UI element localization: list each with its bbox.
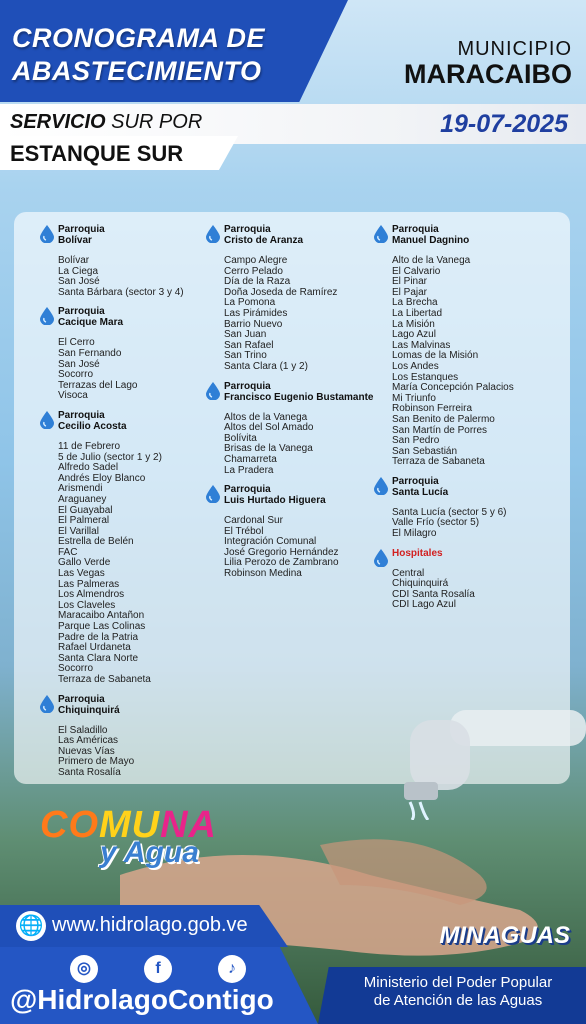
sector-item: Los Estanques [392, 371, 459, 383]
sector-item: El Palmeral [58, 515, 110, 527]
sector-item: María Concepción Palacios [392, 382, 514, 394]
parroquia-label: Parroquia [392, 224, 439, 235]
sector-item: Lilia Perozo de Zambrano [224, 557, 339, 569]
sector-item: San Sebastián [392, 445, 458, 457]
sector-item: Chamarreta [224, 453, 277, 465]
sector-item: 5 de Julio (sector 1 y 2) [58, 451, 162, 463]
sector-item: Maracaibo Antañon [58, 610, 145, 622]
sector-item: El Varillal [58, 525, 99, 537]
parroquia-section [206, 224, 376, 373]
sector-list [392, 508, 564, 540]
sector-item: La Brecha [392, 297, 438, 309]
sector-item: Chiquinquirá [392, 578, 449, 590]
parroquia-name: Cristo de Aranza [224, 235, 304, 246]
parroquia-name: Manuel Dagnino [392, 235, 470, 246]
sector-list [392, 256, 564, 468]
parroquia-section [40, 694, 200, 779]
sector-item: Arismendi [58, 483, 103, 495]
servicio-prefix: SERVICIO [10, 111, 106, 133]
sector-item: Terraza de Sabaneta [392, 456, 485, 468]
sector-item: Santa Bárbara (sector 3 y 4) [58, 286, 184, 298]
sector-item: El Trébol [224, 525, 264, 537]
schedule-date: 19-07-2025 [440, 110, 568, 138]
facebook-icon[interactable]: f [144, 955, 172, 983]
parroquia-name: Cacique Mara [58, 317, 124, 329]
sector-item: Altos del Sol Amado [224, 422, 314, 434]
sector-item: Los Almendros [58, 589, 125, 601]
parroquia-label: Parroquia [58, 693, 105, 705]
page-title [12, 22, 265, 88]
sector-item: Primero de Mayo [58, 756, 135, 768]
sector-item: El Milagro [392, 528, 437, 540]
water-drop-icon [374, 549, 388, 567]
sector-item: Alto de la Vanega [392, 255, 471, 266]
sector-item: Visoca [58, 390, 88, 402]
servicio-rest: SUR POR [111, 111, 203, 133]
sector-item: Araguaney [58, 493, 107, 505]
parroquia-label: Parroquia [58, 224, 105, 235]
sector-item: Brisas de la Vanega [224, 443, 313, 455]
sector-item: Santa Clara Norte [58, 652, 139, 664]
sector-item: Terraza de Sabaneta [58, 674, 151, 685]
sector-item: Estrella de Belén [58, 536, 134, 548]
sector-item: Parque Las Colinas [58, 621, 146, 633]
sector-list [392, 569, 564, 611]
sector-item: Gallo Verde [58, 557, 111, 569]
sector-item: Cardonal Sur [224, 515, 283, 527]
parroquia-section [40, 306, 200, 402]
sector-item: La Libertad [392, 307, 443, 319]
sector-item: Socorro [58, 663, 94, 675]
sector-item: 11 de Febrero [58, 440, 121, 452]
column-2 [206, 224, 376, 588]
water-drop-icon [40, 225, 54, 243]
parroquia-label: Parroquia [392, 475, 439, 487]
sector-item: San Pedro [392, 435, 440, 447]
sector-list [58, 338, 200, 402]
sector-item: Las Pirámides [224, 307, 288, 319]
sector-item: Integración Comunal [224, 536, 317, 548]
comuna-text: COMUNA [40, 804, 217, 846]
sector-item: CDI Lago Azul [392, 599, 456, 611]
sector-item: Valle Frío (sector 5) [392, 517, 480, 529]
sector-item: El Calvario [392, 265, 441, 277]
ministry-line-1: Ministerio del Poder Popular [363, 974, 553, 991]
parroquia-section [206, 381, 376, 477]
parroquia-name: Francisco Eugenio Bustamante [224, 391, 374, 403]
sector-item: Robinson Ferreira [392, 403, 473, 415]
servicio-text [10, 111, 202, 134]
sector-item: Andrés Eloy Blanco [58, 472, 146, 484]
municipio-block [404, 38, 572, 87]
faucet-image [390, 690, 586, 820]
comuna-y-agua-logo [40, 804, 217, 869]
parroquia-label: Parroquia [224, 380, 271, 392]
instagram-icon[interactable]: ◎ [70, 955, 98, 983]
water-drop-icon [40, 411, 54, 429]
title-line-1: CRONOGRAMA DE [12, 23, 265, 53]
municipio-name: MARACAIBO [404, 59, 572, 89]
sector-item: El Saladillo [58, 724, 108, 736]
website-link[interactable]: www.hidrolago.gob.ve [52, 914, 248, 936]
sector-item: San Trino [224, 350, 267, 362]
sector-item: FAC [58, 546, 78, 558]
water-drop-icon [206, 382, 220, 400]
sector-item: San José [58, 358, 100, 370]
sector-item: Nuevas Vías [58, 745, 115, 757]
water-drop-icon [40, 695, 54, 713]
parroquia-section [40, 224, 200, 298]
sector-item: CDI Santa Rosalía [392, 588, 475, 600]
column-1 [40, 224, 200, 787]
sector-item: Central [392, 567, 425, 579]
sector-item: San José [58, 276, 100, 288]
sector-list [58, 442, 200, 686]
sector-item: La Ciega [58, 265, 99, 277]
sector-list [58, 256, 200, 298]
sector-item: Altos de la Vanega [224, 411, 308, 423]
sector-list [58, 726, 200, 779]
tiktok-icon[interactable]: ♪ [218, 955, 246, 983]
sector-item: Día de la Raza [224, 276, 291, 288]
parroquia-label: Parroquia [58, 306, 105, 318]
sector-item: Las Américas [58, 735, 119, 747]
sector-item: Robinson Medina [224, 568, 302, 580]
sector-item: Lago Azul [392, 329, 436, 341]
sector-item: Santa Lucía (sector 5 y 6) [392, 506, 507, 518]
parroquia-section [206, 484, 376, 580]
sector-item: Terrazas del Lago [58, 379, 138, 391]
water-drop-icon [206, 485, 220, 503]
sector-item: La Misión [392, 318, 435, 330]
sector-item: La Pradera [224, 464, 274, 476]
parroquia-name: Santa Lucía [392, 486, 449, 498]
ministry-text [338, 974, 578, 1010]
agua-text: y Agua [100, 836, 199, 869]
sector-item: Los Claveles [58, 599, 116, 611]
sector-item: Doña Joseda de Ramírez [224, 286, 338, 298]
column-3 [374, 224, 564, 619]
parroquia-name: Bolívar [58, 235, 92, 246]
parroquia-label: Parroquia [224, 224, 271, 235]
sector-item: El Pajar [392, 286, 428, 298]
sector-list [224, 256, 376, 373]
sector-list [224, 413, 376, 477]
water-drop-icon [206, 225, 220, 243]
water-drop-icon [40, 307, 54, 325]
ministry-line-2: de Atención de las Aguas [373, 992, 543, 1009]
sector-item: El Cerro [58, 337, 95, 349]
sector-item: Campo Alegre [224, 255, 288, 266]
parroquia-name: Luis Hurtado Higuera [224, 495, 326, 507]
parroquia-section [374, 224, 564, 468]
sector-item: San Benito de Palermo [392, 413, 495, 425]
water-drop-icon [374, 477, 388, 495]
sector-item: José Gregorio Hernández [224, 546, 339, 558]
sector-item: Rafael Urdaneta [58, 642, 131, 654]
sector-item: El Guayabal [58, 504, 113, 516]
sector-item: Lomas de la Misión [392, 350, 479, 362]
sector-item: Bolívita [224, 432, 257, 444]
sector-item: La Pomona [224, 297, 276, 309]
municipio-label: MUNICIPIO [457, 38, 572, 60]
sector-item: San Juan [224, 329, 267, 341]
parroquia-section [374, 548, 564, 611]
water-drop-icon [374, 225, 388, 243]
sector-item: Santa Rosalía [58, 766, 121, 778]
estanque-label: ESTANQUE SUR [10, 141, 184, 166]
sector-item: Las Palmeras [58, 578, 120, 590]
minaguas-logo: MINAGUAS [439, 922, 570, 949]
parroquia-name: Chiquinquirá [58, 704, 120, 716]
sector-item: Padre de la Patria [58, 631, 139, 643]
sector-item: San Fernando [58, 347, 122, 359]
social-handle[interactable]: @HidrolagoContigo [10, 984, 274, 1015]
parroquia-name: Cecilio Acosta [58, 420, 127, 432]
sector-item: Santa Clara (1 y 2) [224, 360, 308, 372]
sector-item: Los Andes [392, 360, 439, 372]
sector-item: Mi Triunfo [392, 392, 436, 404]
sector-item: Bolívar [58, 255, 90, 266]
sector-item: San Rafael [224, 339, 274, 351]
title-line-2: ABASTECIMIENTO [12, 56, 262, 86]
sector-item: Socorro [58, 369, 94, 381]
sector-item: San Martín de Porres [392, 424, 488, 436]
sector-item: Las Vegas [58, 568, 105, 580]
parroquia-section [374, 476, 564, 540]
sector-item: Las Malvinas [392, 339, 451, 351]
sector-item: El Pinar [392, 276, 428, 288]
parroquia-label: Parroquia [58, 409, 105, 421]
sector-item: Barrio Nuevo [224, 318, 283, 330]
parroquia-label: Parroquia [224, 484, 271, 496]
sector-list [224, 516, 376, 580]
hospitales-heading: Hospitales [392, 547, 443, 559]
globe-icon: 🌐 [16, 911, 46, 941]
parroquia-section [40, 410, 200, 686]
sector-item: Cerro Pelado [224, 265, 283, 277]
sector-item: Alfredo Sadel [58, 462, 119, 474]
